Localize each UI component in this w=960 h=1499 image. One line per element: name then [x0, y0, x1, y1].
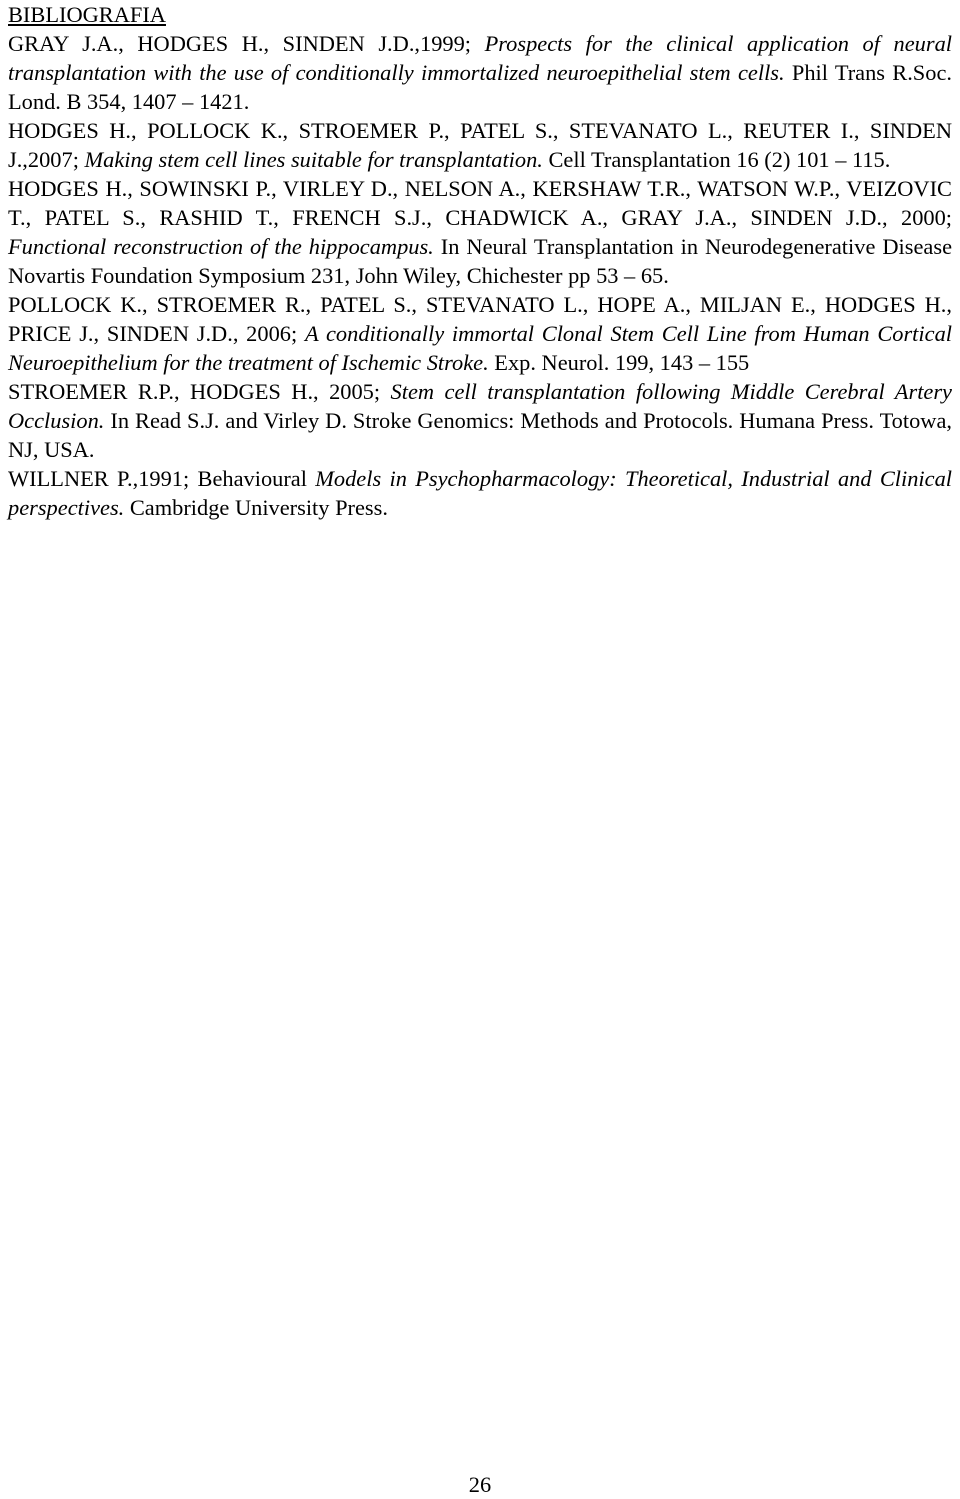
reference-entry: [8, 29, 952, 116]
reference-entry: [8, 174, 952, 290]
reference-entry: [8, 290, 952, 377]
reference-title: Making stem cell lines suitable for transplantation.: [84, 147, 543, 172]
reference-entry: [8, 464, 952, 522]
bibliography-heading: BIBLIOGRAFIA: [8, 2, 166, 27]
reference-source: In Neural Transplantation in Neurodegenerative Disease Novartis Foundation Symposium 231, John Wiley, Chichester pp 53 – 65.: [8, 234, 953, 288]
reference-source: Phil Trans R.Soc. Lond. B 354, 1407 – 1421.: [8, 60, 952, 114]
reference-title: Prospects for the clinical application of neural transplantation with the use of conditionally immortalized neuroepithelial stem cells.: [8, 31, 952, 85]
reference-source: Cambridge University Press.: [124, 495, 388, 520]
reference-title: Models in Psychopharmacology: Theoretical, Industrial and Clinical perspectives.: [8, 466, 952, 520]
bibliography-page: [8, 0, 952, 522]
reference-authors: STROEMER R.P., HODGES H., 2005;: [8, 379, 391, 404]
reference-authors: POLLOCK K., STROEMER R., PATEL S., STEVANATO L., HOPE A., MILJAN E., HODGES H., PRICE J., SINDEN J.D., 2006;: [8, 292, 952, 346]
reference-authors: HODGES H., POLLOCK K., STROEMER P., PATEL S., STEVANATO L., REUTER I., SINDEN J.,2007;: [8, 118, 952, 172]
reference-title: A conditionally immortal Clonal Stem Cell Line from Human Cortical Neuroepithelium for the treatment of Ischemic Stroke.: [8, 321, 952, 375]
page-number: 26: [468, 1472, 492, 1497]
reference-title: Functional reconstruction of the hippocampus.: [8, 234, 434, 259]
reference-authors: HODGES H., SOWINSKI P., VIRLEY D., NELSON A., KERSHAW T.R., WATSON W.P., VEIZOVIC T., PATEL S., RASHID T., FRENCH S.J., CHADWICK A., GRAY J.A., SINDEN J.D., 2000;: [8, 176, 952, 230]
reference-source: In Read S.J. and Virley D. Stroke Genomics: Methods and Protocols. Humana Press. Totowa, NJ, USA.: [8, 408, 952, 462]
reference-title: Stem cell transplantation following Middle Cerebral Artery Occlusion.: [8, 379, 952, 433]
reference-source: Exp. Neurol. 199, 143 – 155: [488, 350, 750, 375]
reference-authors: GRAY J.A., HODGES H., SINDEN J.D.,1999;: [8, 31, 485, 56]
reference-authors: WILLNER P.,1991; Behavioural: [8, 466, 316, 491]
reference-entry: [8, 116, 952, 174]
reference-entry: [8, 377, 952, 464]
reference-source: Cell Transplantation 16 (2) 101 – 115.: [542, 147, 891, 172]
